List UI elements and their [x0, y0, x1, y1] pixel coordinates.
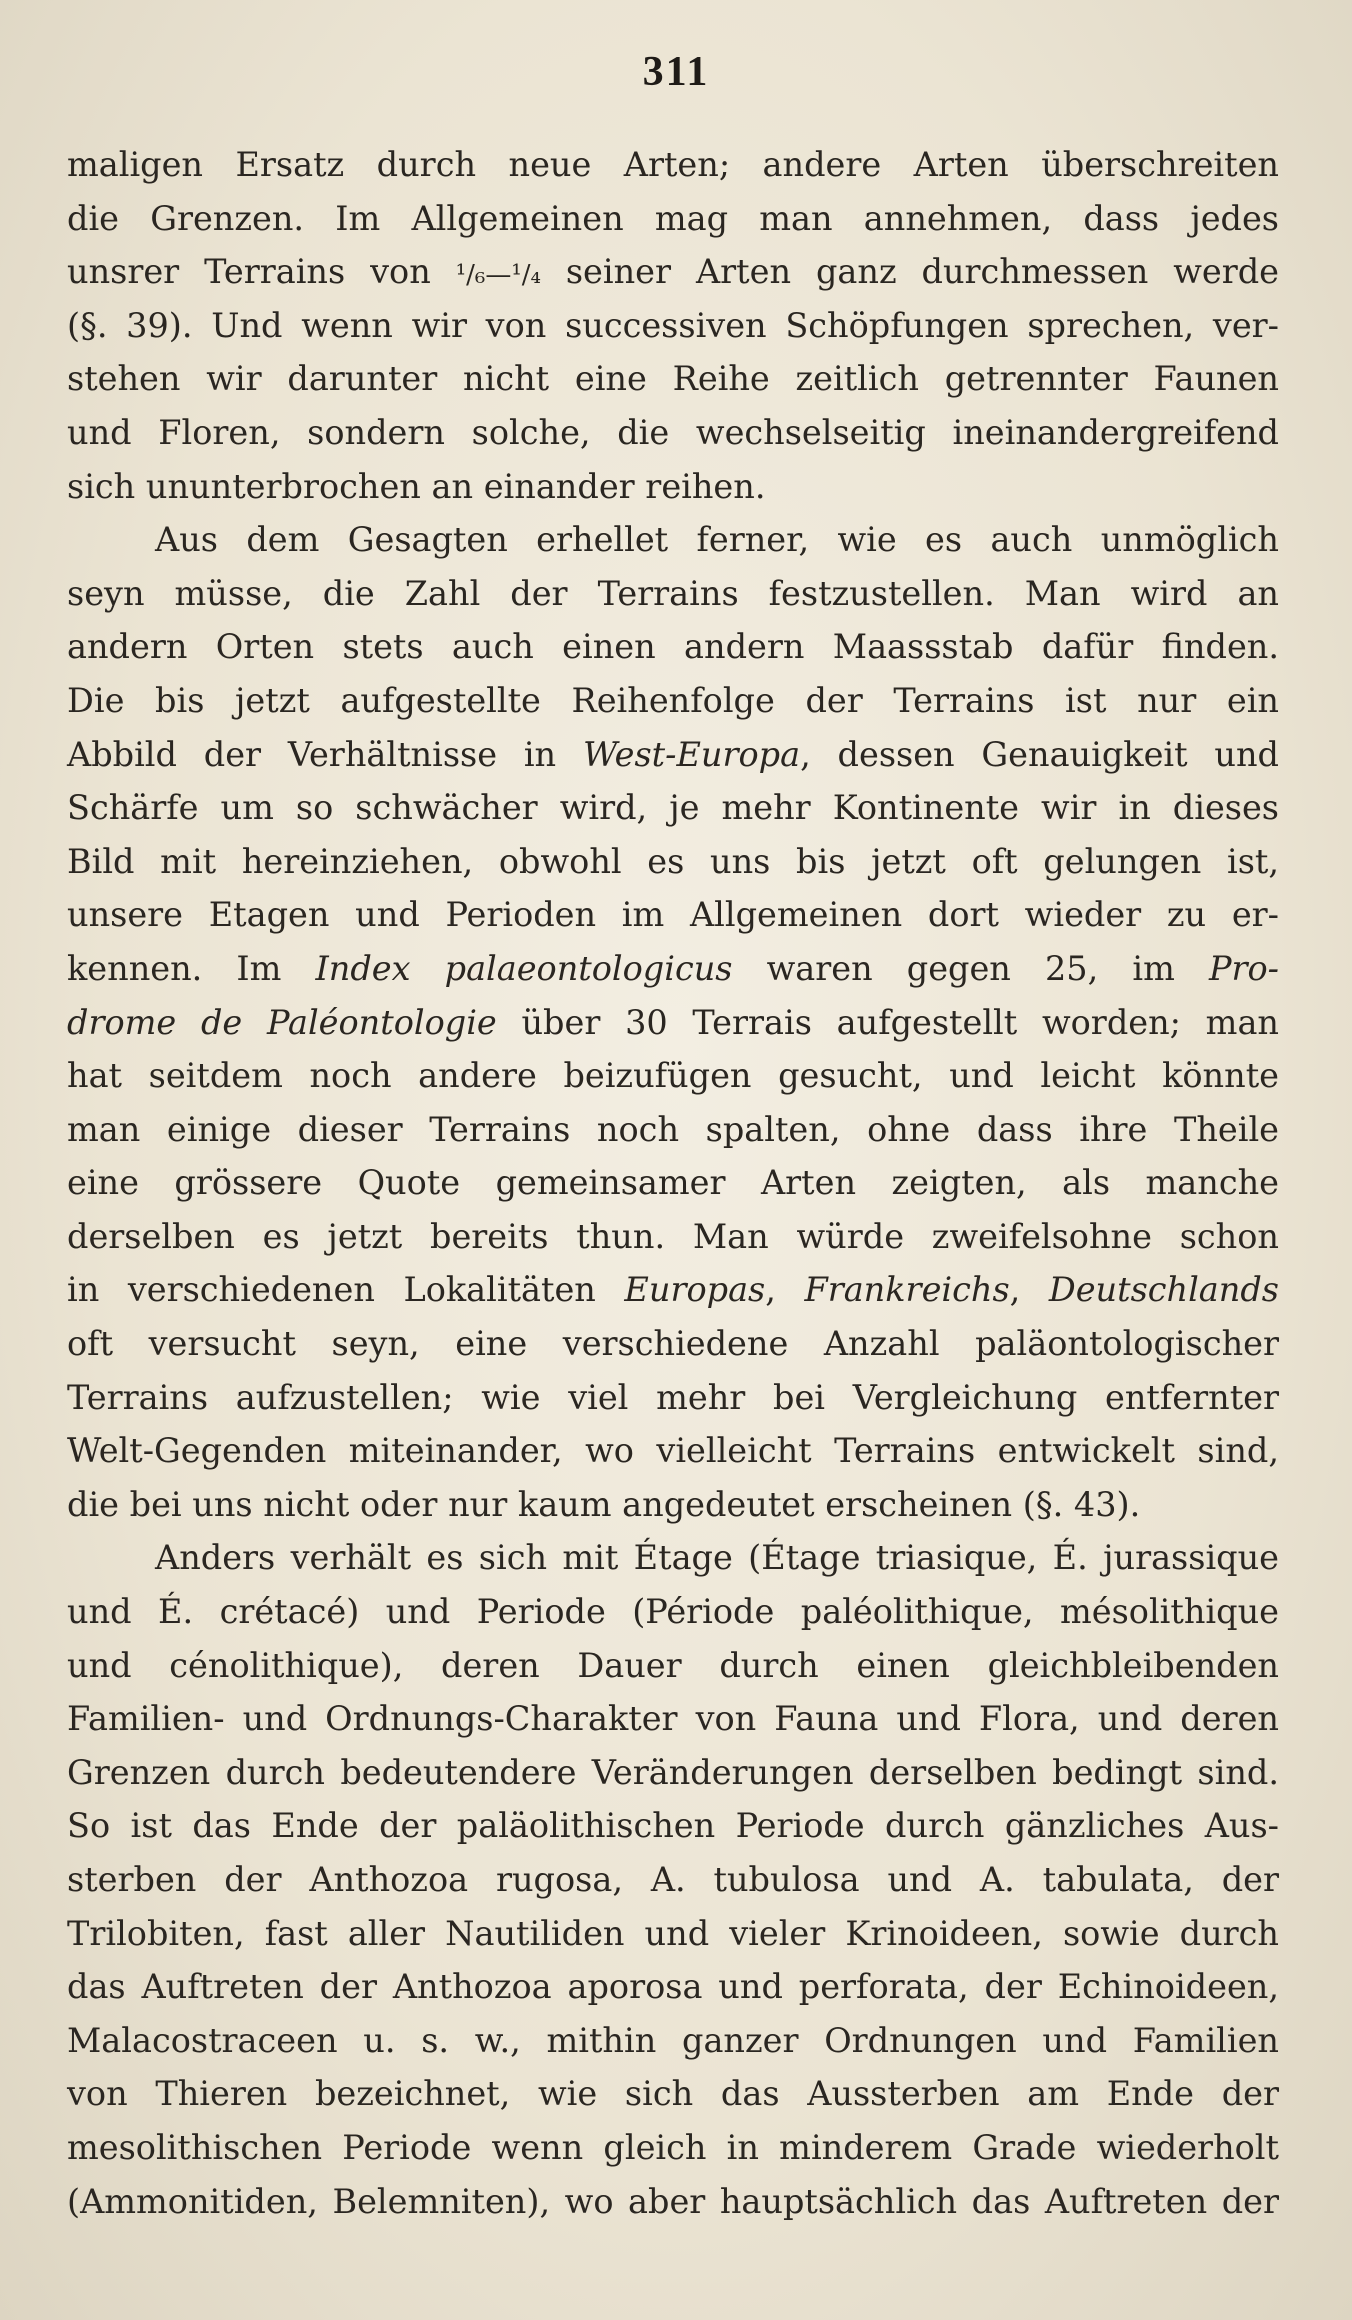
text-line: mesolithischen Periode wenn gleich in minderem Grade wiederholt — [67, 2127, 1279, 2167]
text-line: Bild mit hereinziehen, obwohl es uns bis jetzt oft gelungen ist, — [67, 841, 1279, 881]
text-line: und cénolithique), deren Dauer durch einen gleichbleibenden — [67, 1645, 1279, 1685]
text-line: drome de Paléontologie über 30 Terrais aufgestellt worden; man — [67, 1002, 1279, 1042]
text-line: andern Orten stets auch einen andern Maassstab dafür finden. — [67, 627, 1279, 667]
text-line: Welt-Gegenden miteinander, wo vielleicht Terrains entwickelt sind, — [67, 1431, 1279, 1471]
body-text — [67, 138, 1279, 2228]
text-line: oft versucht seyn, eine verschiedene Anzahl paläontologischer — [67, 1324, 1279, 1364]
paragraph-start-line: Anders verhält es sich mit Étage (Étage triasique, É. jurassique — [155, 1538, 1279, 1578]
text-line: die Grenzen. Im Allgemeinen mag man annehmen, dass jedes — [67, 198, 1279, 238]
text-line: das Auftreten der Anthozoa aporosa und perforata, der Echinoideen, — [67, 1967, 1279, 2007]
text-line: So ist das Ende der paläolithischen Periode durch gänzliches Aus- — [67, 1806, 1279, 1846]
text-line: Grenzen durch bedeutendere Veränderungen derselben bedingt sind. — [67, 1752, 1279, 1792]
text-line: und É. crétacé) und Periode (Période paléolithique, mésolithique — [67, 1592, 1279, 1632]
page-number: 311 — [642, 49, 710, 95]
italic-term: Deutschlands — [1048, 1270, 1279, 1310]
text-line: Die bis jetzt aufgestellte Reihenfolge der Terrains ist nur ein — [67, 680, 1279, 720]
text-line: Malacostraceen u. s. w., mithin ganzer Ordnungen und Familien — [67, 2020, 1279, 2060]
text-line: Terrains aufzustellen; wie viel mehr bei Vergleichung entfernter — [67, 1377, 1279, 1417]
text-line: (§. 39). Und wenn wir von successiven Schöpfungen sprechen, ver- — [67, 305, 1279, 345]
text-line: hat seitdem noch andere beizufügen gesucht, und leicht könnte — [67, 1056, 1279, 1096]
text-line: Schärfe um so schwächer wird, je mehr Kontinente wir in dieses — [67, 788, 1279, 828]
text-line: (Ammonitiden, Belemniten), wo aber hauptsächlich das Auftreten der — [67, 2181, 1279, 2221]
text-line: sterben der Anthozoa rugosa, A. tubulosa und A. tabulata, der — [67, 1860, 1279, 1899]
text-line: seyn müsse, die Zahl der Terrains festzustellen. Man wird an — [67, 573, 1279, 613]
text-line: Familien- und Ordnungs-Charakter von Fauna und Flora, und deren — [67, 1699, 1279, 1739]
text-line: kennen. Im Index palaeontologicus waren gegen 25, im Pro- — [67, 948, 1279, 988]
italic-term: Frankreichs — [804, 1270, 1010, 1310]
text-line: derselben es jetzt bereits thun. Man würde zweifelsohne schon — [67, 1216, 1279, 1256]
italic-term: drome de Paléontologie — [67, 1002, 497, 1042]
text-line: stehen wir darunter nicht eine Reihe zeitlich getrennter Faunen — [67, 359, 1279, 399]
paragraph-start-line: Aus dem Gesagten erhellet ferner, wie es auch unmöglich — [155, 520, 1279, 560]
text-line: eine grössere Quote gemeinsamer Arten zeigten, als manche — [67, 1163, 1279, 1203]
paragraph-end-line: sich ununterbrochen an einander reihen. — [67, 466, 766, 506]
text-line: Abbild der Verhältnisse in West-Europa, dessen Genauigkeit und — [67, 734, 1279, 774]
text-line: unsrer Terrains von ¹/₆—¹/₄ seiner Arten ganz durchmessen werde — [67, 252, 1279, 292]
italic-term: Pro- — [1208, 948, 1279, 988]
italic-term: Index palaeontologicus — [315, 948, 733, 988]
text-line: von Thieren bezeichnet, wie sich das Aussterben am Ende der — [67, 2074, 1279, 2114]
text-line: man einige dieser Terrains noch spalten, ohne dass ihre Theile — [67, 1109, 1279, 1149]
text-line: maligen Ersatz durch neue Arten; andere Arten überschreiten — [67, 145, 1279, 184]
text-line: und Floren, sondern solche, die wechselseitig ineinandergreifend — [67, 412, 1279, 452]
paragraph-end-line: die bei uns nicht oder nur kaum angedeutet erscheinen (§. 43). — [67, 1484, 1141, 1524]
fraction: ¹/₆—¹/₄ — [455, 260, 541, 291]
text-line: in verschiedenen Lokalitäten Europas, Frankreichs, Deutschlands — [67, 1270, 1279, 1310]
italic-term: Europas — [624, 1270, 766, 1310]
italic-term: West-Europa — [582, 734, 801, 774]
text-line: unsere Etagen und Perioden im Allgemeinen dort wieder zu er- — [67, 895, 1279, 935]
text-line: Trilobiten, fast aller Nautiliden und vieler Krinoideen, sowie durch — [67, 1913, 1279, 1953]
